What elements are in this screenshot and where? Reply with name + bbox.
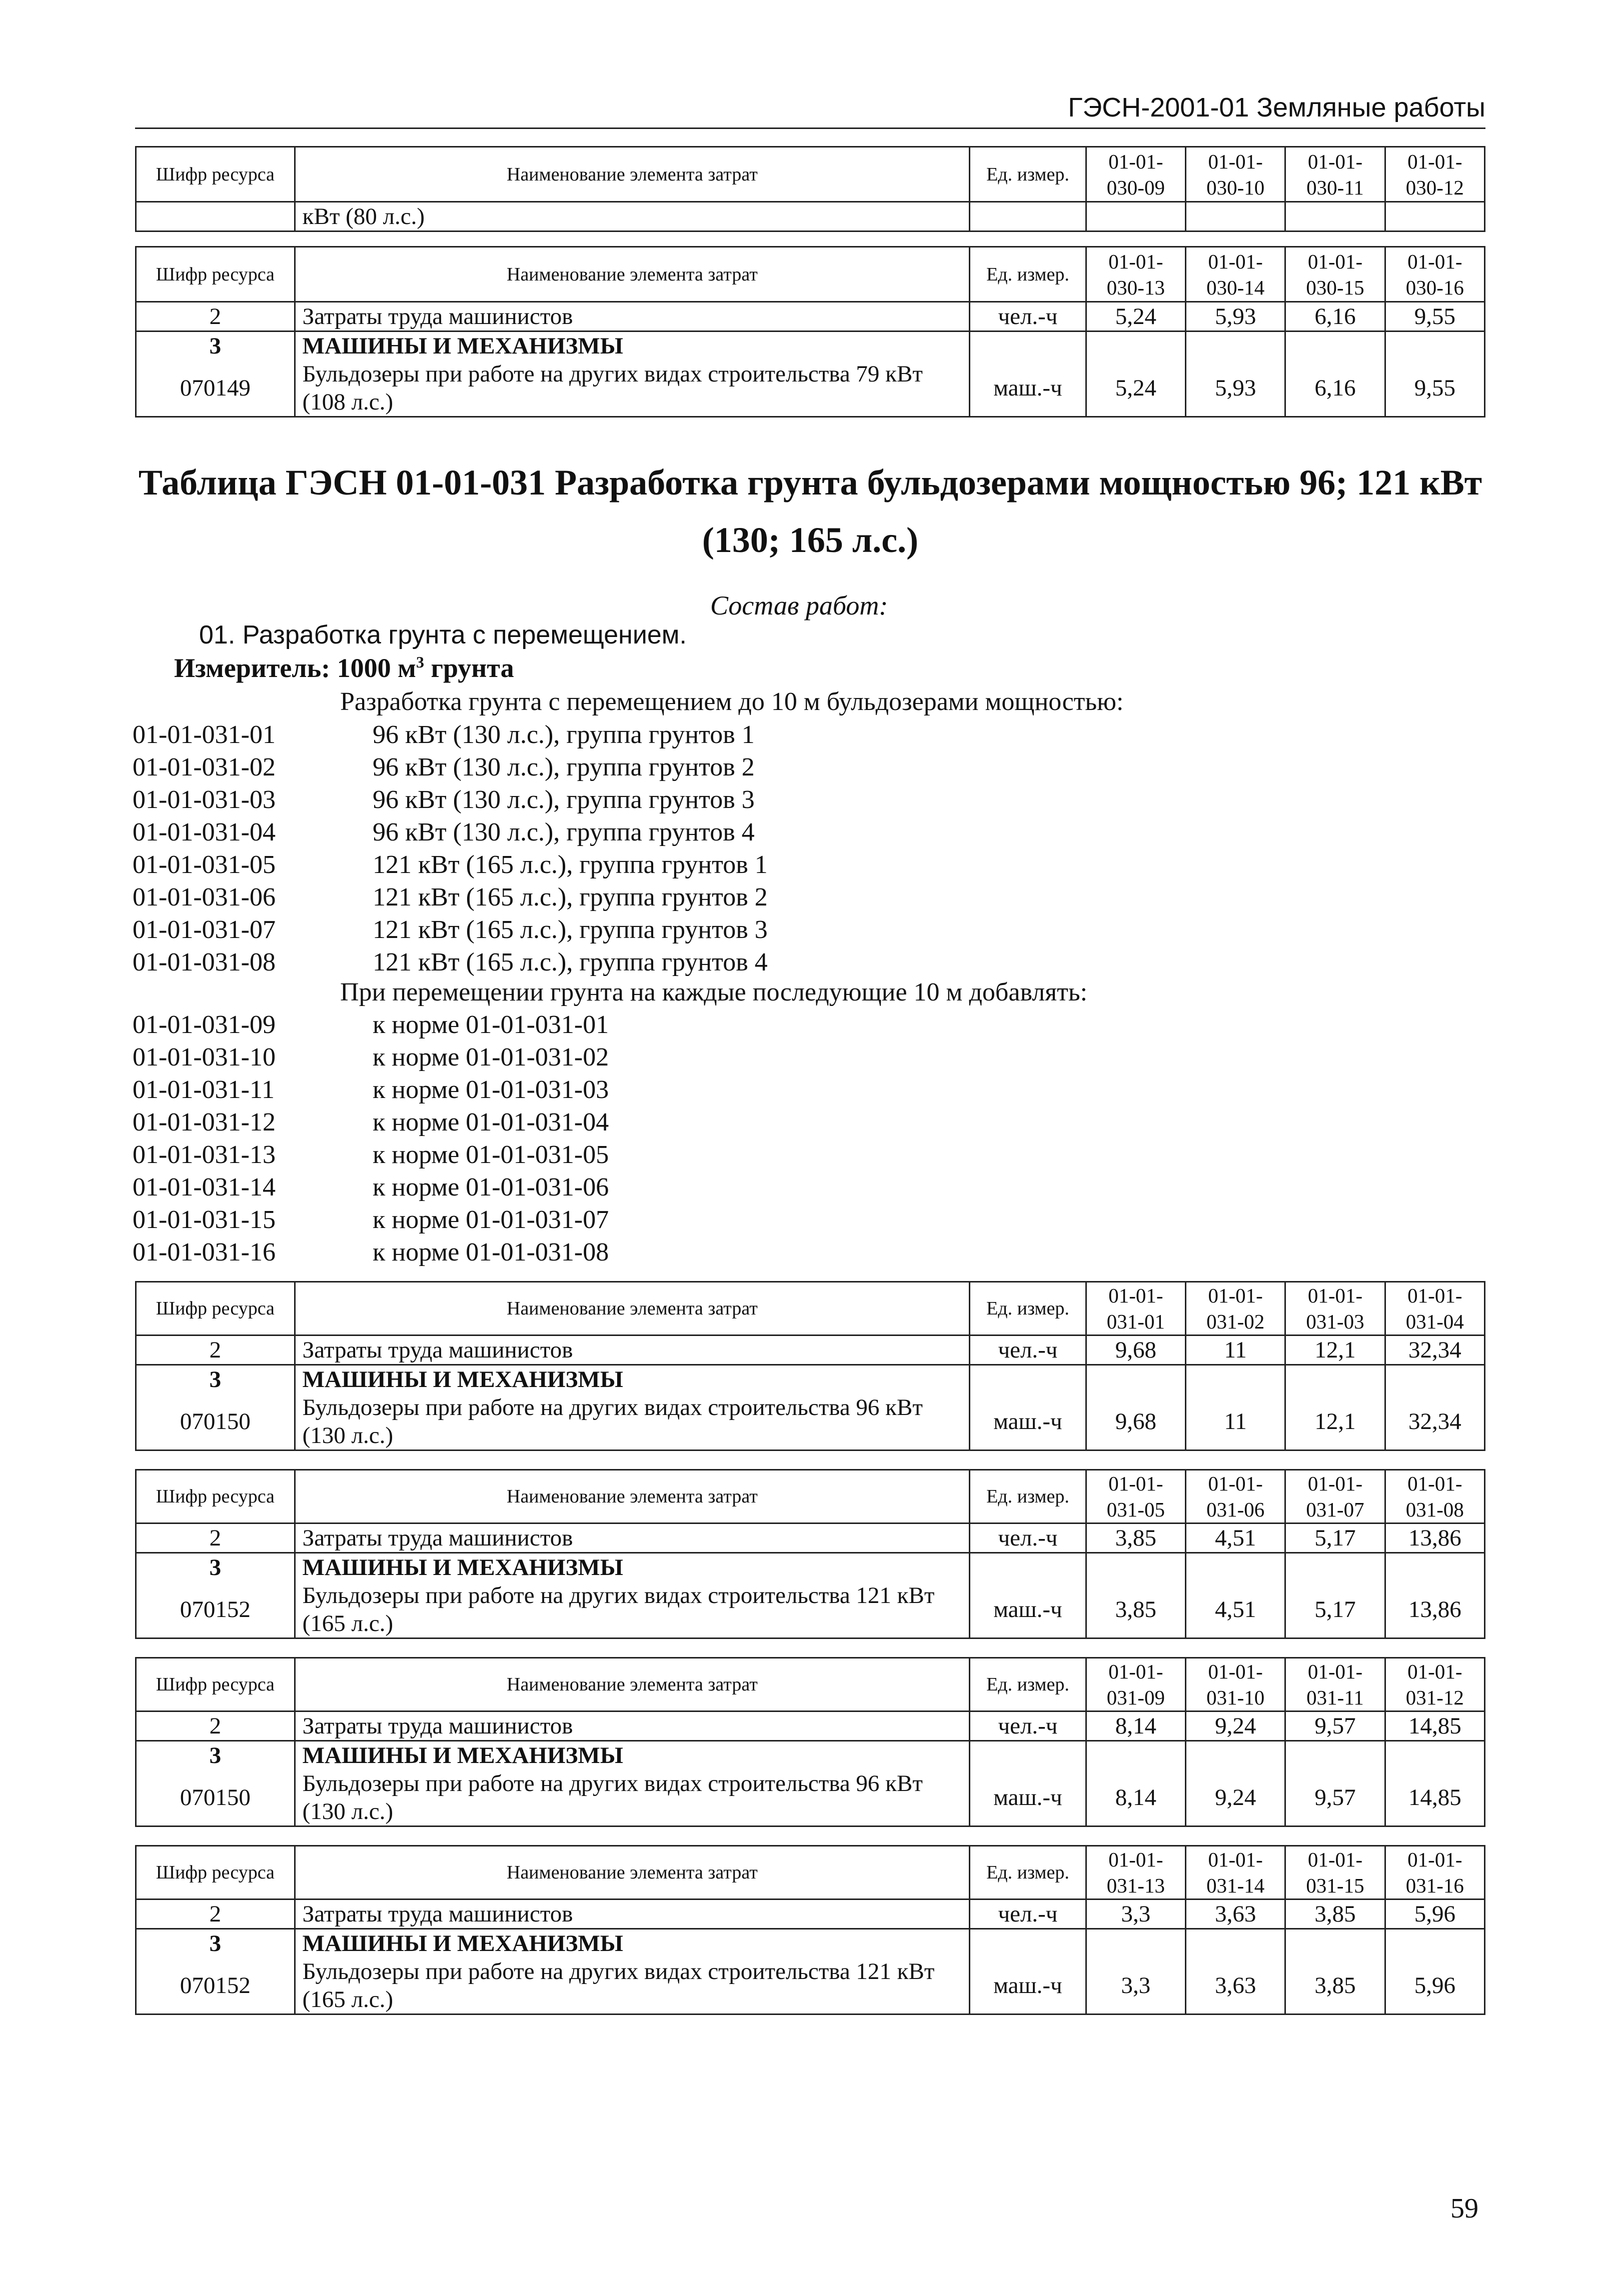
norm-description: 96 кВт (130 л.с.), группа грунтов 4 — [373, 818, 755, 846]
resource-cipher: 070149 — [136, 360, 295, 417]
resource-cipher: 070150 — [136, 1770, 295, 1826]
section-heading: МАШИНЫ И МЕХАНИЗМЫ — [295, 1741, 970, 1770]
norm-code: 01-01-031-16 — [1385, 1846, 1484, 1900]
section-cipher: 3 — [136, 332, 295, 360]
meter-line — [174, 652, 514, 684]
norm-value: 14,85 — [1385, 1712, 1484, 1741]
norm-table-030-09-12 — [135, 146, 1485, 232]
group-heading: При перемещении грунта на каждые последующие 10 м добавлять: — [340, 978, 1088, 1006]
norm-description: 121 кВт (165 л.с.), группа грунтов 3 — [373, 916, 768, 944]
norm-code: 01-01-031-02 — [1186, 1282, 1285, 1336]
resource-name: Затраты труда машинистов — [295, 1524, 970, 1553]
header-unit: Ед. измер. — [970, 1846, 1086, 1900]
resource-cipher: 2 — [136, 302, 295, 332]
norm-description: 121 кВт (165 л.с.), группа грунтов 2 — [373, 883, 768, 912]
norm-code: 01-01-031-08 — [133, 948, 276, 976]
resource-cipher: 070150 — [136, 1394, 295, 1450]
norm-code: 01-01-031-03 — [133, 786, 276, 814]
resource-unit: чел.-ч — [970, 1336, 1086, 1365]
norm-value: 5,24 — [1086, 302, 1185, 332]
norm-value: 32,34 — [1385, 1394, 1484, 1450]
resource-unit: чел.-ч — [970, 1900, 1086, 1929]
section-heading: МАШИНЫ И МЕХАНИЗМЫ — [295, 1365, 970, 1394]
norm-code: 01-01-031-15 — [1285, 1846, 1385, 1900]
header-unit: Ед. измер. — [970, 1658, 1086, 1712]
norm-value: 8,14 — [1086, 1770, 1185, 1826]
norm-value: 3,85 — [1086, 1582, 1185, 1638]
section-heading: МАШИНЫ И МЕХАНИЗМЫ — [295, 1929, 970, 1958]
norm-code: 01-01-031-10 — [133, 1043, 276, 1072]
section-cipher: 3 — [136, 1929, 295, 1958]
resource-unit: маш.-ч — [970, 1958, 1086, 2014]
norm-value: 8,14 — [1086, 1712, 1185, 1741]
resource-cipher: 070152 — [136, 1958, 295, 2014]
resource-cipher: 2 — [136, 1336, 295, 1365]
resource-name: Затраты труда машинистов — [295, 302, 970, 332]
header-cipher: Шифр ресурса — [136, 1658, 295, 1712]
header-cipher: Шифр ресурса — [136, 1282, 295, 1336]
norm-value: 9,57 — [1285, 1770, 1385, 1826]
norm-table-030-13-16 — [135, 246, 1485, 418]
resource-name: Бульдозеры при работе на других видах строительства 96 кВт (130 л.с.) — [295, 1770, 970, 1826]
resource-unit: чел.-ч — [970, 302, 1086, 332]
norm-description: 121 кВт (165 л.с.), группа грунтов 1 — [373, 850, 768, 879]
norm-code: 01-01-031-07 — [1285, 1470, 1385, 1524]
resource-unit: чел.-ч — [970, 1524, 1086, 1553]
resource-name: Бульдозеры при работе на других видах строительства 121 кВт (165 л.с.) — [295, 1582, 970, 1638]
norm-description: 96 кВт (130 л.с.), группа грунтов 1 — [373, 720, 755, 749]
resource-unit: маш.-ч — [970, 1582, 1086, 1638]
header-cipher: Шифр ресурса — [136, 147, 295, 202]
norm-code: 01-01-031-13 — [133, 1140, 276, 1169]
norm-code: 01-01-031-01 — [1086, 1282, 1185, 1336]
norm-code: 01-01-031-09 — [1086, 1658, 1185, 1712]
section-title-line2: (130; 165 л.с.) — [702, 520, 919, 560]
norm-code: 01-01-031-12 — [1385, 1658, 1484, 1712]
resource-unit: чел.-ч — [970, 1712, 1086, 1741]
norm-code: 01-01-030-15 — [1285, 247, 1385, 302]
header-name: Наименование элемента затрат — [295, 147, 970, 202]
norm-code: 01-01-031-11 — [133, 1076, 275, 1104]
norm-code: 01-01-031-09 — [133, 1010, 276, 1039]
header-cipher: Шифр ресурса — [136, 247, 295, 302]
norm-value: 4,51 — [1186, 1524, 1285, 1553]
norm-value: 5,96 — [1385, 1958, 1484, 2014]
resource-unit: маш.-ч — [970, 1770, 1086, 1826]
section-heading: МАШИНЫ И МЕХАНИЗМЫ — [295, 1553, 970, 1582]
section-title: Таблица ГЭСН 01-01-031 Разработка грунта бульдозерами мощностью 96; 121 кВт — [138, 462, 1482, 502]
norm-code: 01-01-031-15 — [133, 1206, 276, 1234]
section-cipher: 3 — [136, 1365, 295, 1394]
norm-value: 3,63 — [1186, 1958, 1285, 2014]
norm-description: к норме 01-01-031-02 — [373, 1043, 609, 1072]
norm-description: 96 кВт (130 л.с.), группа грунтов 2 — [373, 753, 755, 782]
norm-value: 5,96 — [1385, 1900, 1484, 1929]
meter-value: 1000 м — [337, 653, 416, 683]
norm-code: 01-01-031-13 — [1086, 1846, 1185, 1900]
norm-value: 9,68 — [1086, 1394, 1185, 1450]
norm-code: 01-01-031-01 — [133, 720, 276, 749]
norm-value: 13,86 — [1385, 1582, 1484, 1638]
header-name: Наименование элемента затрат — [295, 1470, 970, 1524]
resource-name-tail: кВт (80 л.с.) — [295, 202, 970, 232]
norm-value: 12,1 — [1285, 1394, 1385, 1450]
norm-value: 12,1 — [1285, 1336, 1385, 1365]
meter-power: 3 — [416, 653, 424, 671]
norm-value: 5,24 — [1086, 360, 1185, 417]
norm-value: 5,17 — [1285, 1524, 1385, 1553]
norm-code: 01-01-031-04 — [1385, 1282, 1484, 1336]
norm-code: 01-01-030-14 — [1186, 247, 1285, 302]
section-cipher: 3 — [136, 1553, 295, 1582]
norm-code: 01-01-031-05 — [1086, 1470, 1185, 1524]
norm-value: 3,85 — [1086, 1524, 1185, 1553]
norm-value: 5,93 — [1186, 302, 1285, 332]
norm-description: 121 кВт (165 л.с.), группа грунтов 4 — [373, 948, 768, 976]
header-name: Наименование элемента затрат — [295, 1846, 970, 1900]
resource-name: Затраты труда машинистов — [295, 1712, 970, 1741]
header-name: Наименование элемента затрат — [295, 1658, 970, 1712]
norm-value: 6,16 — [1285, 360, 1385, 417]
operation-item: 01. Разработка грунта с перемещением. — [199, 620, 687, 650]
group-heading: Разработка грунта с перемещением до 10 м бульдозерами мощностью: — [340, 688, 1124, 716]
meter-label: Измеритель: — [174, 653, 331, 683]
norm-code: 01-01-031-14 — [133, 1173, 276, 1202]
norm-value: 9,55 — [1385, 360, 1484, 417]
norm-value: 3,85 — [1285, 1900, 1385, 1929]
norm-code: 01-01-031-16 — [133, 1238, 276, 1266]
norm-value: 32,34 — [1385, 1336, 1484, 1365]
norm-value: 5,17 — [1285, 1582, 1385, 1638]
norm-table — [135, 1469, 1485, 1639]
norm-value: 11 — [1186, 1336, 1285, 1365]
norm-value: 9,57 — [1285, 1712, 1385, 1741]
section-heading: МАШИНЫ И МЕХАНИЗМЫ — [295, 332, 970, 360]
norm-value: 11 — [1186, 1394, 1285, 1450]
norm-value: 3,85 — [1285, 1958, 1385, 2014]
resource-cipher: 2 — [136, 1524, 295, 1553]
norm-code: 01-01-031-06 — [133, 883, 276, 912]
norm-value: 9,55 — [1385, 302, 1484, 332]
resource-cipher: 2 — [136, 1900, 295, 1929]
norm-code: 01-01-030-09 — [1086, 147, 1185, 202]
norm-code: 01-01-031-14 — [1186, 1846, 1285, 1900]
norm-code: 01-01-030-16 — [1385, 247, 1484, 302]
norm-code: 01-01-030-12 — [1385, 147, 1484, 202]
norm-value: 5,93 — [1186, 360, 1285, 417]
norm-code: 01-01-031-08 — [1385, 1470, 1484, 1524]
norm-code: 01-01-031-07 — [133, 916, 276, 944]
norm-value: 3,3 — [1086, 1900, 1185, 1929]
norm-value: 13,86 — [1385, 1524, 1484, 1553]
norm-code: 01-01-030-11 — [1285, 147, 1385, 202]
resource-cipher: 070152 — [136, 1582, 295, 1638]
page-number: 59 — [1450, 2193, 1478, 2224]
norm-code: 01-01-031-06 — [1186, 1470, 1285, 1524]
header-cipher: Шифр ресурса — [136, 1470, 295, 1524]
norm-description: 96 кВт (130 л.с.), группа грунтов 3 — [373, 786, 755, 814]
resource-name: Бульдозеры при работе на других видах строительства 96 кВт (130 л.с.) — [295, 1394, 970, 1450]
norm-table — [135, 1281, 1485, 1451]
meter-tail: грунта — [424, 653, 514, 683]
norm-value: 9,68 — [1086, 1336, 1185, 1365]
norm-code: 01-01-030-13 — [1086, 247, 1185, 302]
norm-code: 01-01-031-12 — [133, 1108, 276, 1136]
norm-description: к норме 01-01-031-08 — [373, 1238, 609, 1266]
norm-code: 01-01-031-04 — [133, 818, 276, 846]
resource-cipher: 2 — [136, 1712, 295, 1741]
norm-code: 01-01-031-11 — [1285, 1658, 1385, 1712]
norm-value: 14,85 — [1385, 1770, 1484, 1826]
header-unit: Ед. измер. — [970, 1282, 1086, 1336]
norm-value: 3,63 — [1186, 1900, 1285, 1929]
norm-value: 9,24 — [1186, 1712, 1285, 1741]
resource-name: Затраты труда машинистов — [295, 1336, 970, 1365]
header-unit: Ед. измер. — [970, 147, 1086, 202]
header-unit: Ед. измер. — [970, 247, 1086, 302]
resource-name: Затраты труда машинистов — [295, 1900, 970, 1929]
norm-table — [135, 1845, 1485, 2015]
header-cipher: Шифр ресурса — [136, 1846, 295, 1900]
header-name: Наименование элемента затрат — [295, 1282, 970, 1336]
resource-name: Бульдозеры при работе на других видах строительства 79 кВт (108 л.с.) — [295, 360, 970, 417]
norm-code: 01-01-031-10 — [1186, 1658, 1285, 1712]
resource-name: Бульдозеры при работе на других видах строительства 121 кВт (165 л.с.) — [295, 1958, 970, 2014]
norm-code: 01-01-031-02 — [133, 753, 276, 782]
resource-unit: маш.-ч — [970, 1394, 1086, 1450]
norm-description: к норме 01-01-031-05 — [373, 1140, 609, 1169]
norm-table — [135, 1657, 1485, 1827]
norm-value: 3,3 — [1086, 1958, 1185, 2014]
header-name: Наименование элемента затрат — [295, 247, 970, 302]
section-cipher: 3 — [136, 1741, 295, 1770]
norm-code: 01-01-031-05 — [133, 850, 276, 879]
norm-value: 9,24 — [1186, 1770, 1285, 1826]
norm-description: к норме 01-01-031-03 — [373, 1076, 609, 1104]
header-unit: Ед. измер. — [970, 1470, 1086, 1524]
norm-description: к норме 01-01-031-04 — [373, 1108, 609, 1136]
composition-label: Состав работ: — [710, 590, 888, 620]
running-header: ГЭСН-2001-01 Земляные работы — [135, 88, 1485, 129]
norm-description: к норме 01-01-031-01 — [373, 1010, 609, 1039]
norm-code: 01-01-030-10 — [1186, 147, 1285, 202]
norm-description: к норме 01-01-031-07 — [373, 1206, 609, 1234]
norm-value: 6,16 — [1285, 302, 1385, 332]
norm-description: к норме 01-01-031-06 — [373, 1173, 609, 1202]
norm-value: 4,51 — [1186, 1582, 1285, 1638]
norm-code: 01-01-031-03 — [1285, 1282, 1385, 1336]
resource-unit: маш.-ч — [970, 360, 1086, 417]
